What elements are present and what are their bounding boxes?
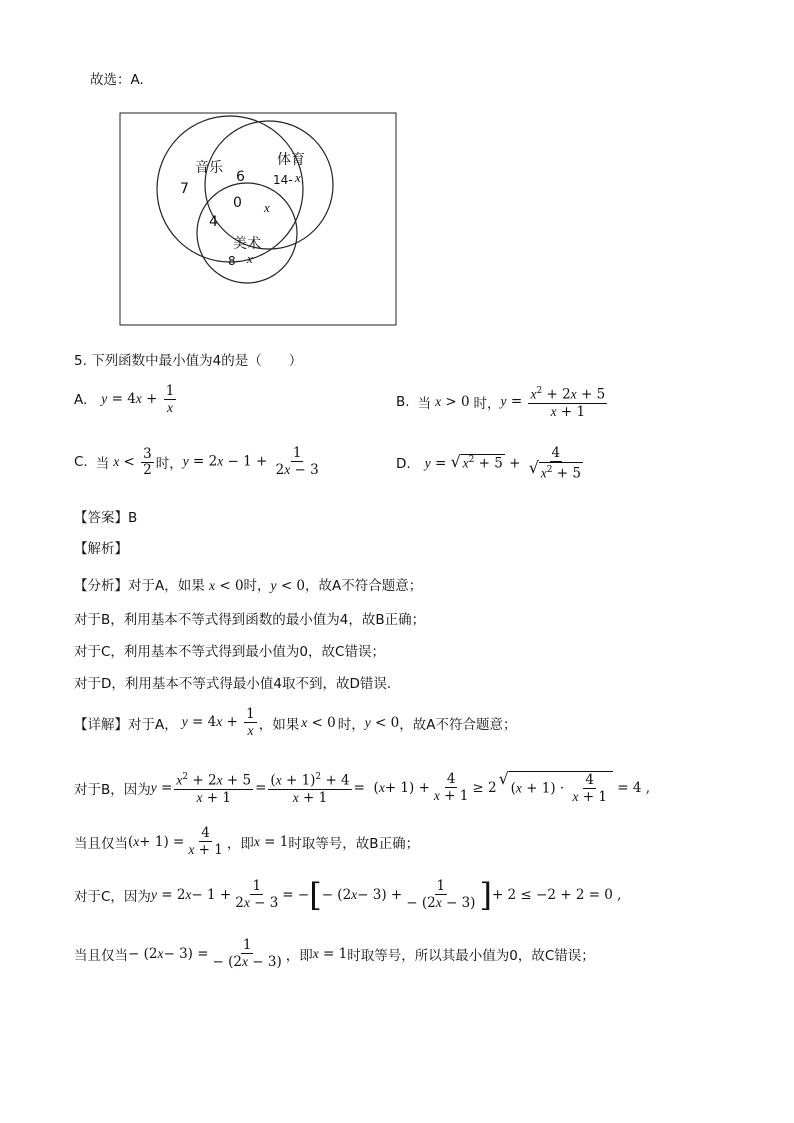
option-a-label: A. — [74, 391, 88, 408]
analysis-line-1: 【分析】对于A，如果 x < 0时，y < 0，故A不符合题意； — [74, 578, 423, 594]
label-sports: 体育 — [277, 152, 305, 168]
value-art-only: 8- — [228, 254, 240, 268]
option-b-formula: y = $\frac{x^2 + 2x + 5}{x + 1}$ — [500, 386, 606, 420]
analysis-line-4: 对于D，利用基本不等式得最小值4取不到，故D错误. — [74, 676, 392, 692]
option-b-time: 时， — [473, 395, 501, 412]
option-d-formula: y = √ $x^2 + 5$ + 4 √ $x^2 + 5$ — [425, 446, 587, 482]
label-art: 美术 — [233, 236, 261, 252]
option-b: B. 当 x > 0 时， y = $\frac{x^2 + 2x + 5}{x + 1}$ — [396, 384, 609, 420]
option-d-label: D. — [396, 455, 411, 472]
question-text: 下列函数中最小值为4的是（ ） — [91, 353, 303, 369]
circle-sports — [205, 121, 333, 249]
question-stem — [74, 349, 302, 369]
analysis-line-3: 对于C，利用基本不等式得到最小值为0，故C错误； — [74, 644, 385, 660]
option-a-formula: y = 4x + $\frac{1}{x}$ — [101, 383, 175, 415]
question-number: 5. — [74, 353, 87, 369]
option-c-formula: y = 2x − 1 + $\frac{1}{2x - 3}$ — [182, 445, 319, 478]
analysis-tag: 【解析】 — [74, 541, 128, 557]
var-x-sports: x — [295, 170, 301, 185]
option-a — [74, 384, 178, 415]
value-sports-only: 14- — [273, 173, 293, 187]
answer-tag: 【答案】B — [74, 510, 138, 526]
circle-music — [157, 116, 303, 262]
option-c-label: C. — [74, 454, 88, 470]
detail-line-5: 当且仅当 − (2 x − 3) = $\frac{1}{- (2x - 3)}$ ，即 x = 1 时取等号，所以其最小值为0，故C错误； — [74, 937, 595, 970]
venn-frame — [120, 113, 396, 325]
value-music-art: 4 — [209, 214, 218, 230]
option-c: C. 当 x < $\frac{3}{2}$ 时， y = 2x − 1 + $\frac{1}{2x - 3}$ — [74, 446, 323, 478]
var-x-art: x — [247, 251, 253, 266]
answer-choice-line: 故选：A. — [90, 72, 144, 88]
value-music-only: 7 — [180, 181, 189, 197]
option-c-cond: 当 — [95, 456, 110, 472]
detail-line-1: 【详解】对于A， y = 4x + $\frac{1}{x}$ ，如果 x < 0 时， y < 0 ，故A不符合题意； — [74, 706, 517, 738]
venn-diagram — [119, 112, 399, 327]
detail-line-4: 对于C，因为 y = 2 x − 1 + $\frac{1}{2x - 3}$ = − [ − (2 x − 3) + $\frac{1}{- (2x - 3)}$ ] + 2 ≤ −2 + 2 = 0 , — [74, 876, 622, 914]
option-c-time: 时， — [155, 456, 183, 472]
value-music-sports: 6 — [236, 169, 245, 185]
circle-art — [197, 183, 297, 283]
label-music: 音乐 — [195, 160, 223, 176]
value-center: 0 — [233, 195, 242, 211]
analysis-line-2: 对于B，利用基本不等式得到函数的最小值为4，故B正确； — [74, 612, 426, 628]
option-b-label: B. — [396, 393, 410, 410]
detail-line-3: 当且仅当 ( x + 1) = $\frac{4}{x + 1}$ ，即 x = 1 时取等号，故B正确； — [74, 825, 420, 858]
option-d — [396, 446, 587, 482]
option-b-cond: 当 — [417, 395, 432, 412]
var-x-sports-art: x — [264, 200, 270, 215]
detail-line-2: 对于B，因为 y = $\frac{x^2 + 2x + 5}{x + 1}$ = $\frac{(x + 1)^2 + 4}{x + 1}$ = ( x + 1) + $\frac{4}{x + 1}$ ≥ 2 √ (x + 1) · $\frac{4}{x + 1}$ = 4 , — [74, 770, 650, 806]
